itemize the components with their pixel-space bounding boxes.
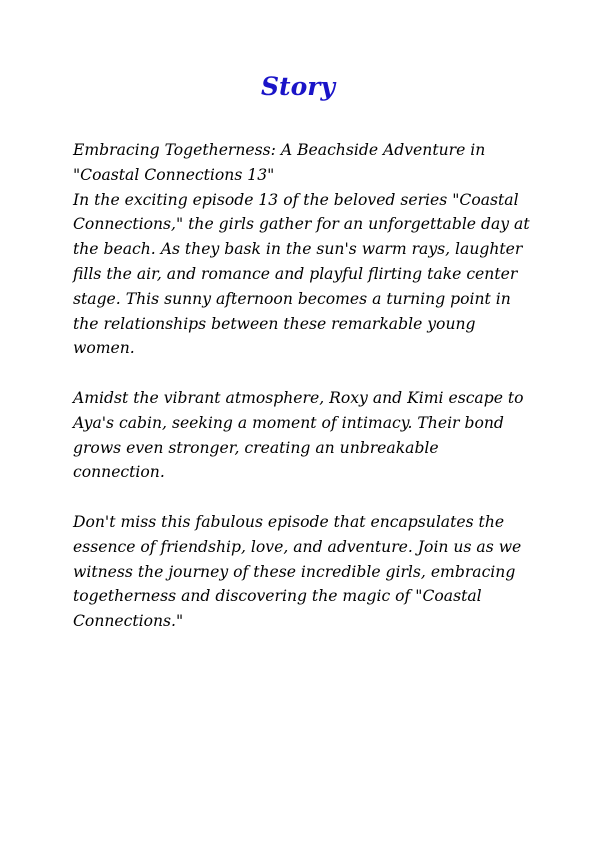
page-title: Story (261, 72, 335, 101)
story-paragraph-3: Don't miss this fabulous episode that encapsulates the essence of friendship, love, and adventure. Join us as we witness the journey of these incredible girls, embracing togetherness and discovering the magic of "Coastal Connections." (73, 512, 522, 631)
story-paragraph-2: Amidst the vibrant atmosphere, Roxy and Kimi escape to Aya's cabin, seeking a moment of intimacy. Their bond grows even stronger, creating an unbreakable connection. (73, 388, 524, 482)
story-heading: Embracing Togetherness: A Beachside Adventure in "Coastal Connections 13" (73, 141, 486, 184)
story-paragraph-1: In the exciting episode 13 of the beloved series "Coastal Connections," the girls gather for an unforgettable day at the beach. As they bask in the sun's warm rays, laughter fills the air, and romance and playful flirting take center stage. This sunny afternoon becomes a turning point in the relationships between these remarkable young women. (73, 190, 530, 358)
story-body (73, 138, 533, 634)
